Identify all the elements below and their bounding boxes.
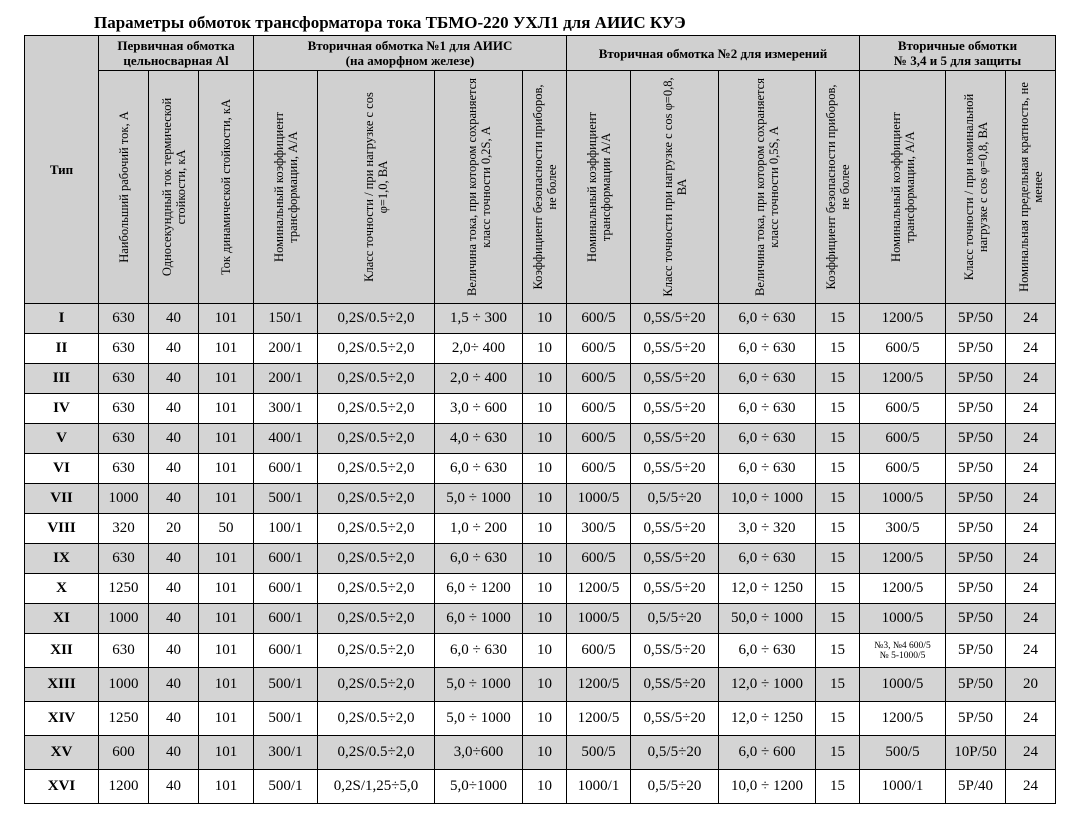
table-cell: 3,0÷600 xyxy=(435,736,523,770)
table-cell: 15 xyxy=(816,770,860,804)
type-cell: II xyxy=(25,334,99,364)
table-cell: 15 xyxy=(816,484,860,514)
type-cell: IV xyxy=(25,394,99,424)
table-cell: 200/1 xyxy=(254,364,318,394)
table-cell: 1000/1 xyxy=(567,770,631,804)
table-cell: 6,0 ÷ 630 xyxy=(435,454,523,484)
table-row xyxy=(25,668,1056,702)
table-cell: 300/5 xyxy=(567,514,631,544)
table-cell: 6,0 ÷ 630 xyxy=(719,454,816,484)
table-cell: 101 xyxy=(199,484,254,514)
table-cell: 10 xyxy=(523,484,567,514)
table-cell: 0,2S/0.5÷2,0 xyxy=(318,634,435,668)
type-column-header: Тип xyxy=(25,36,99,304)
table-cell: 10 xyxy=(523,424,567,454)
table-cell: 24 xyxy=(1006,574,1056,604)
table-cell: 5Р/50 xyxy=(946,668,1006,702)
table-cell: 24 xyxy=(1006,770,1056,804)
table-cell: 500/5 xyxy=(860,736,946,770)
table-cell: 5Р/50 xyxy=(946,634,1006,668)
type-cell: VII xyxy=(25,484,99,514)
table-cell: 10 xyxy=(523,544,567,574)
table-row xyxy=(25,364,1056,394)
table-cell: 1000/5 xyxy=(567,484,631,514)
table-cell: 1,0 ÷ 200 xyxy=(435,514,523,544)
column-header-3: Ток динамической стойкости, кА xyxy=(199,71,254,304)
table-cell: 15 xyxy=(816,574,860,604)
table-cell: 630 xyxy=(99,304,149,334)
table-cell: 600/1 xyxy=(254,544,318,574)
page-title: Параметры обмоток трансформатора тока ТБМО-220 УХЛ1 для АИИС КУЭ xyxy=(94,13,686,32)
table-cell: 10 xyxy=(523,454,567,484)
group-header-4: Вторичные обмотки № 3,4 и 5 для защиты xyxy=(860,36,1056,71)
table-cell: 10 xyxy=(523,736,567,770)
type-cell: XIII xyxy=(25,668,99,702)
table-cell: 24 xyxy=(1006,424,1056,454)
table-cell: 0,5S/5÷20 xyxy=(631,454,719,484)
table-cell: 10 xyxy=(523,304,567,334)
table-cell: 3,0 ÷ 600 xyxy=(435,394,523,424)
table-cell: 24 xyxy=(1006,514,1056,544)
table-cell: 24 xyxy=(1006,394,1056,424)
table-cell: 10 xyxy=(523,574,567,604)
table-cell: 101 xyxy=(199,394,254,424)
table-cell: 1250 xyxy=(99,574,149,604)
table-cell: 5Р/50 xyxy=(946,604,1006,634)
table-cell: 1200/5 xyxy=(860,544,946,574)
table-cell: 0,2S/0.5÷2,0 xyxy=(318,364,435,394)
table-cell: 600/1 xyxy=(254,454,318,484)
table-cell: 15 xyxy=(816,334,860,364)
table-cell: 10 xyxy=(523,702,567,736)
table-cell: 40 xyxy=(149,304,199,334)
table-cell: 5Р/50 xyxy=(946,484,1006,514)
table-cell: 12,0 ÷ 1250 xyxy=(719,702,816,736)
table-cell: 10 xyxy=(523,770,567,804)
table-cell: 600/5 xyxy=(860,394,946,424)
table-cell: 15 xyxy=(816,454,860,484)
table-cell: 300/1 xyxy=(254,736,318,770)
table-cell: 6,0 ÷ 630 xyxy=(719,304,816,334)
table-cell: 10Р/50 xyxy=(946,736,1006,770)
table-cell: 15 xyxy=(816,544,860,574)
table-cell: 150/1 xyxy=(254,304,318,334)
table-cell: 6,0 ÷ 630 xyxy=(719,634,816,668)
table-cell: 101 xyxy=(199,702,254,736)
table-cell: 600/5 xyxy=(860,454,946,484)
table-cell: 0,2S/0.5÷2,0 xyxy=(318,544,435,574)
table-cell: 500/1 xyxy=(254,702,318,736)
table-cell: 100/1 xyxy=(254,514,318,544)
column-header-2: Односекундный ток термической стойкости, кА xyxy=(149,71,199,304)
table-cell: 630 xyxy=(99,634,149,668)
table-row xyxy=(25,304,1056,334)
column-header-row xyxy=(25,71,1056,304)
table-cell: 600 xyxy=(99,736,149,770)
type-cell: VIII xyxy=(25,514,99,544)
table-cell: 40 xyxy=(149,668,199,702)
table-cell: 5Р/50 xyxy=(946,702,1006,736)
table-row xyxy=(25,634,1056,668)
group-header-2: Вторичная обмотка №1 для АИИС (на аморфном железе) xyxy=(254,36,567,71)
table-row xyxy=(25,604,1056,634)
table-cell: 600/5 xyxy=(567,454,631,484)
table-row xyxy=(25,334,1056,364)
table-cell: 1200/5 xyxy=(860,574,946,604)
column-header-9: Класс точности при нагрузке с cos φ=0,8, ВА xyxy=(631,71,719,304)
table-cell: 0,5/5÷20 xyxy=(631,484,719,514)
table-cell: 10 xyxy=(523,668,567,702)
table-cell: 0,2S/1,25÷5,0 xyxy=(318,770,435,804)
type-cell: XVI xyxy=(25,770,99,804)
table-cell: 101 xyxy=(199,334,254,364)
table-cell: 101 xyxy=(199,544,254,574)
table-cell: 630 xyxy=(99,364,149,394)
table-cell: 101 xyxy=(199,770,254,804)
table-cell: 24 xyxy=(1006,304,1056,334)
table-cell: 10 xyxy=(523,394,567,424)
table-cell: 6,0 ÷ 630 xyxy=(719,424,816,454)
table-cell: 5Р/50 xyxy=(946,394,1006,424)
table-cell: 0,2S/0.5÷2,0 xyxy=(318,334,435,364)
table-cell: 5Р/50 xyxy=(946,334,1006,364)
table-cell: 630 xyxy=(99,394,149,424)
table-row xyxy=(25,514,1056,544)
table-cell: 0,2S/0.5÷2,0 xyxy=(318,304,435,334)
type-cell: XIV xyxy=(25,702,99,736)
column-header-8: Номинальный коэффициент трансформации А/А xyxy=(567,71,631,304)
table-cell: 0,2S/0.5÷2,0 xyxy=(318,514,435,544)
table-cell: 1200 xyxy=(99,770,149,804)
table-cell: 1200/5 xyxy=(567,574,631,604)
table-cell: 24 xyxy=(1006,544,1056,574)
table-cell: 0,5S/5÷20 xyxy=(631,634,719,668)
type-cell: III xyxy=(25,364,99,394)
table-cell: 200/1 xyxy=(254,334,318,364)
table-cell: 6,0 ÷ 630 xyxy=(435,634,523,668)
table-cell: 5Р/40 xyxy=(946,770,1006,804)
table-cell: 300/1 xyxy=(254,394,318,424)
table-row xyxy=(25,736,1056,770)
table-cell: 10 xyxy=(523,634,567,668)
table-cell: 5,0 ÷ 1000 xyxy=(435,484,523,514)
table-cell: 40 xyxy=(149,574,199,604)
table-cell: 630 xyxy=(99,424,149,454)
table-cell: 320 xyxy=(99,514,149,544)
table-cell: 12,0 ÷ 1000 xyxy=(719,668,816,702)
table-cell: 500/1 xyxy=(254,484,318,514)
table-cell: 6,0 ÷ 630 xyxy=(435,544,523,574)
table-row xyxy=(25,424,1056,454)
table-cell: 0,2S/0.5÷2,0 xyxy=(318,574,435,604)
table-cell: 101 xyxy=(199,364,254,394)
table-cell: 40 xyxy=(149,454,199,484)
table-cell: 40 xyxy=(149,364,199,394)
table-cell: 10 xyxy=(523,514,567,544)
table-row xyxy=(25,394,1056,424)
table-cell: 0,2S/0.5÷2,0 xyxy=(318,668,435,702)
table-cell: 0,5S/5÷20 xyxy=(631,364,719,394)
table-cell: 1200/5 xyxy=(860,304,946,334)
table-cell: 1200/5 xyxy=(860,364,946,394)
table-cell: 600/5 xyxy=(567,634,631,668)
table-cell: 300/5 xyxy=(860,514,946,544)
table-cell: 600/5 xyxy=(567,334,631,364)
table-cell: 15 xyxy=(816,702,860,736)
table-cell: 15 xyxy=(816,394,860,424)
table-row xyxy=(25,544,1056,574)
table-cell: 5Р/50 xyxy=(946,454,1006,484)
table-cell: 10 xyxy=(523,364,567,394)
column-header-11: Коэффициент безопасности приборов, не более xyxy=(816,71,860,304)
table-cell: 5,0 ÷ 1000 xyxy=(435,702,523,736)
table-cell: 1000/5 xyxy=(860,484,946,514)
table-cell: 50,0 ÷ 1000 xyxy=(719,604,816,634)
table-cell: 0,2S/0.5÷2,0 xyxy=(318,424,435,454)
table-cell: 6,0 ÷ 1000 xyxy=(435,604,523,634)
table-cell: 24 xyxy=(1006,454,1056,484)
type-cell: I xyxy=(25,304,99,334)
table-cell: 1200/5 xyxy=(567,668,631,702)
column-header-10: Величина тока, при котором сохраняется класс точности 0,5S, А xyxy=(719,71,816,304)
table-cell: 24 xyxy=(1006,736,1056,770)
table-cell: 5Р/50 xyxy=(946,424,1006,454)
table-cell: 6,0 ÷ 630 xyxy=(719,544,816,574)
table-cell: 101 xyxy=(199,736,254,770)
column-header-14: Номинальная предельная кратность, не менее xyxy=(1006,71,1056,304)
table-cell: 0,5S/5÷20 xyxy=(631,702,719,736)
table-cell: 500/1 xyxy=(254,668,318,702)
type-cell: XV xyxy=(25,736,99,770)
table-cell: 15 xyxy=(816,514,860,544)
table-cell: 0,2S/0.5÷2,0 xyxy=(318,484,435,514)
table-cell: 0,2S/0.5÷2,0 xyxy=(318,454,435,484)
table-cell: 0,5S/5÷20 xyxy=(631,514,719,544)
table-cell: 24 xyxy=(1006,702,1056,736)
type-cell: V xyxy=(25,424,99,454)
group-header-row xyxy=(25,36,1056,71)
table-row xyxy=(25,454,1056,484)
table-cell: 2,0÷ 400 xyxy=(435,334,523,364)
table-cell: 600/5 xyxy=(567,544,631,574)
table-cell: 600/5 xyxy=(567,424,631,454)
table-cell: 0,5/5÷20 xyxy=(631,604,719,634)
group-header-3: Вторичная обмотка №2 для измерений xyxy=(567,36,860,71)
table-cell: 50 xyxy=(199,514,254,544)
table-cell: 0,5S/5÷20 xyxy=(631,424,719,454)
table-cell: 40 xyxy=(149,736,199,770)
type-cell: IX xyxy=(25,544,99,574)
table-cell: 24 xyxy=(1006,604,1056,634)
table-cell: 5Р/50 xyxy=(946,544,1006,574)
table-row xyxy=(25,702,1056,736)
table-cell: 40 xyxy=(149,544,199,574)
table-cell: 1000 xyxy=(99,484,149,514)
table-row xyxy=(25,770,1056,804)
table-cell: 1000/5 xyxy=(567,604,631,634)
table-cell: 0,5/5÷20 xyxy=(631,770,719,804)
column-header-6: Величина тока, при котором сохраняется класс точности 0,2S, А xyxy=(435,71,523,304)
table-cell: 0,5S/5÷20 xyxy=(631,668,719,702)
table-cell: 1000/5 xyxy=(860,668,946,702)
table-cell: 1200/5 xyxy=(567,702,631,736)
table-cell: 12,0 ÷ 1250 xyxy=(719,574,816,604)
column-header-12: Номинальный коэффициент трансформации, А/А xyxy=(860,71,946,304)
table-cell: 630 xyxy=(99,544,149,574)
table-cell: 40 xyxy=(149,484,199,514)
table-cell: 600/1 xyxy=(254,574,318,604)
table-cell: 0,5S/5÷20 xyxy=(631,544,719,574)
table-row xyxy=(25,574,1056,604)
table-cell: 40 xyxy=(149,604,199,634)
table-cell: 15 xyxy=(816,304,860,334)
table-cell: 15 xyxy=(816,424,860,454)
table-cell: 10 xyxy=(523,604,567,634)
type-cell: XI xyxy=(25,604,99,634)
table-cell: 10 xyxy=(523,334,567,364)
column-header-7: Коэффициент безопасности приборов, не более xyxy=(523,71,567,304)
table-cell: 0,2S/0.5÷2,0 xyxy=(318,604,435,634)
table-cell: 6,0 ÷ 1200 xyxy=(435,574,523,604)
column-header-5: Класс точности / при нагрузке с cos φ=1,0, ВА xyxy=(318,71,435,304)
table-cell: 0,2S/0.5÷2,0 xyxy=(318,394,435,424)
table-cell: 1000 xyxy=(99,668,149,702)
type-cell: XII xyxy=(25,634,99,668)
table-cell: 0,5S/5÷20 xyxy=(631,304,719,334)
table-cell: 600/5 xyxy=(567,364,631,394)
column-header-13: Класс точности / при номинальной нагрузке с cos φ=0,8, ВА xyxy=(946,71,1006,304)
table-cell: 6,0 ÷ 630 xyxy=(719,364,816,394)
table-cell: 24 xyxy=(1006,334,1056,364)
table-cell: 101 xyxy=(199,424,254,454)
table-cell: 101 xyxy=(199,454,254,484)
table-cell: 101 xyxy=(199,634,254,668)
type-cell: X xyxy=(25,574,99,604)
table-cell: 400/1 xyxy=(254,424,318,454)
table-cell: 2,0 ÷ 400 xyxy=(435,364,523,394)
table-cell: 500/1 xyxy=(254,770,318,804)
table-cell: №3, №4 600/5 № 5-1000/5 xyxy=(860,634,946,668)
table-cell: 1000/1 xyxy=(860,770,946,804)
table-cell: 1250 xyxy=(99,702,149,736)
table-cell: 630 xyxy=(99,454,149,484)
table-body xyxy=(25,304,1056,804)
table-cell: 5Р/50 xyxy=(946,514,1006,544)
table-cell: 24 xyxy=(1006,364,1056,394)
table-cell: 101 xyxy=(199,304,254,334)
table-cell: 6,0 ÷ 600 xyxy=(719,736,816,770)
table-cell: 40 xyxy=(149,424,199,454)
table-cell: 40 xyxy=(149,334,199,364)
table-cell: 600/1 xyxy=(254,634,318,668)
table-cell: 500/5 xyxy=(567,736,631,770)
table-cell: 5,0 ÷ 1000 xyxy=(435,668,523,702)
table-cell: 15 xyxy=(816,668,860,702)
table-cell: 600/5 xyxy=(567,394,631,424)
column-header-1: Наибольший рабочий ток, А xyxy=(99,71,149,304)
table-cell: 0,5S/5÷20 xyxy=(631,334,719,364)
table-cell: 5,0÷1000 xyxy=(435,770,523,804)
table-cell: 1000/5 xyxy=(860,604,946,634)
table-cell: 0,5S/5÷20 xyxy=(631,394,719,424)
table-cell: 40 xyxy=(149,770,199,804)
table-cell: 0,5S/5÷20 xyxy=(631,574,719,604)
group-header-1: Первичная обмотка цельносварная Al xyxy=(99,36,254,71)
table-cell: 600/5 xyxy=(860,334,946,364)
type-cell: VI xyxy=(25,454,99,484)
table-cell: 600/5 xyxy=(860,424,946,454)
table-cell: 15 xyxy=(816,634,860,668)
table-cell: 600/1 xyxy=(254,604,318,634)
table-cell: 5Р/50 xyxy=(946,574,1006,604)
table-cell: 101 xyxy=(199,574,254,604)
table-cell: 6,0 ÷ 630 xyxy=(719,394,816,424)
table-cell: 1200/5 xyxy=(860,702,946,736)
table-cell: 10,0 ÷ 1000 xyxy=(719,484,816,514)
table-cell: 0,5/5÷20 xyxy=(631,736,719,770)
table-cell: 3,0 ÷ 320 xyxy=(719,514,816,544)
table-cell: 15 xyxy=(816,604,860,634)
table-cell: 24 xyxy=(1006,484,1056,514)
table-cell: 40 xyxy=(149,634,199,668)
table-cell: 6,0 ÷ 630 xyxy=(719,334,816,364)
table-row xyxy=(25,484,1056,514)
table-cell: 4,0 ÷ 630 xyxy=(435,424,523,454)
table-cell: 1000 xyxy=(99,604,149,634)
table-cell: 101 xyxy=(199,668,254,702)
table-cell: 24 xyxy=(1006,634,1056,668)
table-cell: 15 xyxy=(816,736,860,770)
table-cell: 15 xyxy=(816,364,860,394)
table-cell: 20 xyxy=(1006,668,1056,702)
column-header-4: Номинальный коэффициент трансформации, А/А xyxy=(254,71,318,304)
table-cell: 630 xyxy=(99,334,149,364)
table-cell: 5Р/50 xyxy=(946,304,1006,334)
table-cell: 0,2S/0.5÷2,0 xyxy=(318,702,435,736)
table-cell: 10,0 ÷ 1200 xyxy=(719,770,816,804)
transformer-parameters-table xyxy=(24,35,1056,804)
table-cell: 600/5 xyxy=(567,304,631,334)
table-cell: 40 xyxy=(149,394,199,424)
table-cell: 5Р/50 xyxy=(946,364,1006,394)
table-cell: 0,2S/0.5÷2,0 xyxy=(318,736,435,770)
table-cell: 40 xyxy=(149,702,199,736)
table-cell: 20 xyxy=(149,514,199,544)
table-cell: 1,5 ÷ 300 xyxy=(435,304,523,334)
table-cell: 101 xyxy=(199,604,254,634)
